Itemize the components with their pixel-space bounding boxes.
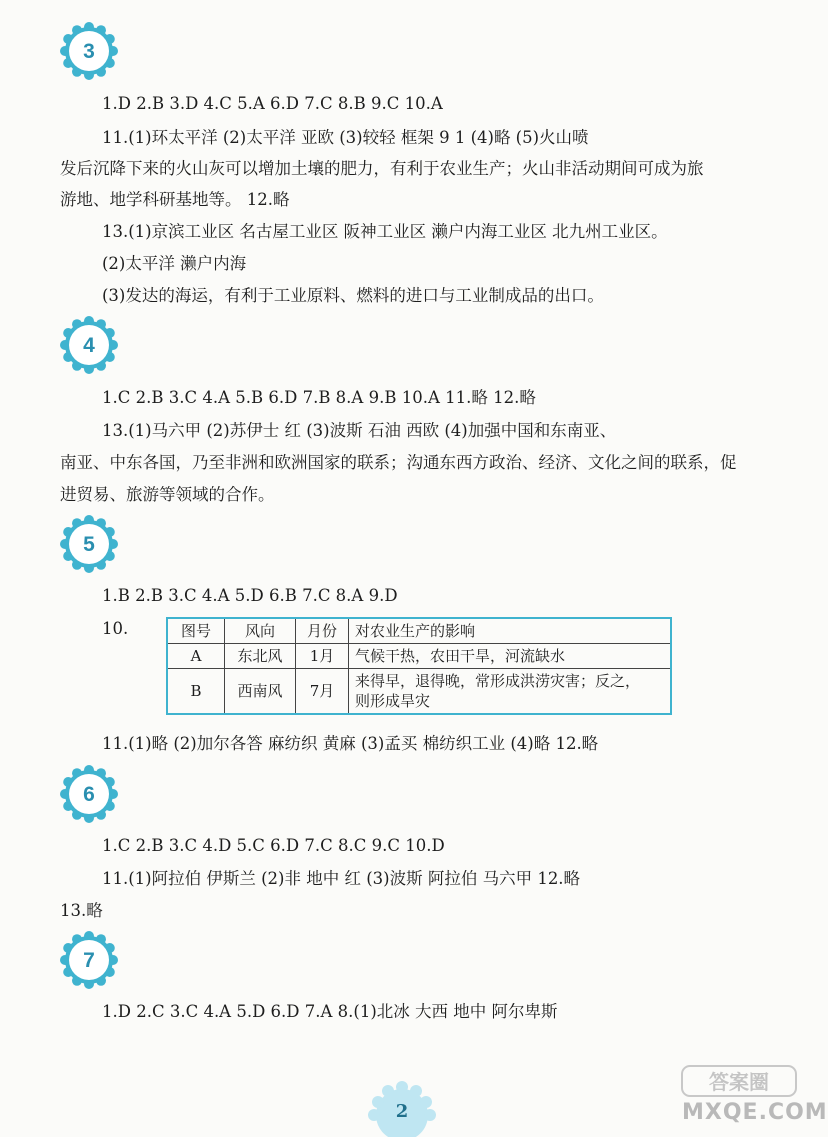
table-cell: 西南风 bbox=[225, 669, 296, 715]
section-number: 5 bbox=[83, 533, 95, 556]
question-10-label: 10. bbox=[102, 619, 129, 638]
answer-line: 进贸易、旅游等领域的合作。 bbox=[60, 485, 275, 504]
section-badge-6 bbox=[60, 765, 118, 823]
table-cell-line: 来得早，退得晚，常形成洪涝灾害；反之， bbox=[355, 672, 641, 690]
answer-line: 13.(1)京滨工业区 名古屋工业区 阪神工业区 濑户内海工业区 北九州工业区。 bbox=[102, 222, 668, 241]
scalloped-tab-icon bbox=[367, 1077, 437, 1133]
answer-line: 13.(1)马六甲 (2)苏伊士 红 (3)波斯 石油 西欧 (4)加强中国和东南亚、 bbox=[102, 421, 617, 440]
answer-line: 11.(1)环太平洋 (2)太平洋 亚欧 (3)较轻 框架 9 1 (4)略 (5)火山喷 bbox=[102, 128, 589, 147]
section-badge-7 bbox=[60, 931, 118, 989]
table-cell: B bbox=[167, 669, 225, 715]
table-header-cell: 风向 bbox=[225, 618, 296, 644]
answer-line: 1.D 2.B 3.D 4.C 5.A 6.D 7.C 8.B 9.C 10.A bbox=[102, 94, 443, 113]
table-header-cell: 月份 bbox=[296, 618, 349, 644]
section-number: 7 bbox=[83, 949, 95, 972]
answer-line: 南亚、中东各国，乃至非洲和欧洲国家的联系；沟通东西方政治、经济、文化之间的联系，促 bbox=[60, 453, 737, 472]
table-header-row bbox=[167, 618, 671, 644]
answer-line: 1.D 2.C 3.C 4.A 5.D 6.D 7.A 8.(1)北冰 大西 地中 阿尔卑斯 bbox=[102, 1002, 558, 1021]
answer-line: 1.B 2.B 3.C 4.A 5.D 6.B 7.C 8.A 9.D bbox=[102, 586, 398, 605]
section-number: 6 bbox=[83, 783, 95, 806]
scalloped-badge-icon bbox=[60, 515, 118, 573]
scalloped-badge-icon bbox=[60, 316, 118, 374]
table-row bbox=[167, 644, 671, 669]
section-number: 3 bbox=[83, 40, 95, 63]
page-number: 2 bbox=[395, 1101, 409, 1122]
table-header-cell: 对农业生产的影响 bbox=[349, 618, 672, 644]
table-cell: 7月 bbox=[296, 669, 349, 715]
answer-line: (2)太平洋 濑户内海 bbox=[102, 254, 247, 273]
section-badge-4 bbox=[60, 316, 118, 374]
table-cell: 1月 bbox=[296, 644, 349, 669]
answer-line: 发后沉降下来的火山灰可以增加土壤的肥力，有利于农业生产；火山非活动期间可成为旅 bbox=[60, 159, 704, 178]
answer-line: 1.C 2.B 3.C 4.A 5.B 6.D 7.B 8.A 9.B 10.A 11.略 12.略 bbox=[102, 388, 536, 407]
section-badge-3 bbox=[60, 22, 118, 80]
page-number-badge bbox=[367, 1077, 437, 1133]
answer-line: 11.(1)略 (2)加尔各答 麻纺织 黄麻 (3)孟买 棉纺织工业 (4)略 12.略 bbox=[102, 734, 599, 753]
section-badge-5 bbox=[60, 515, 118, 573]
watermark-text: MXQE.COM bbox=[682, 1100, 828, 1125]
scalloped-badge-icon bbox=[60, 765, 118, 823]
table-cell: 东北风 bbox=[225, 644, 296, 669]
answer-line: 游地、地学科研基地等。 12.略 bbox=[60, 190, 290, 209]
scalloped-badge-icon bbox=[60, 931, 118, 989]
answer-line: (3)发达的海运，有利于工业原料、燃料的进口与工业制成品的出口。 bbox=[102, 286, 604, 305]
table-header-cell: 图号 bbox=[167, 618, 225, 644]
table-row bbox=[167, 669, 671, 715]
answer-line: 11.(1)阿拉伯 伊斯兰 (2)非 地中 红 (3)波斯 阿拉伯 马六甲 12.略 bbox=[102, 869, 581, 888]
table-cell-line: 则形成旱灾 bbox=[355, 692, 431, 710]
table-cell: A bbox=[167, 644, 225, 669]
watermark-logo-icon bbox=[680, 1062, 798, 1098]
answer-line: 13.略 bbox=[60, 901, 103, 920]
scalloped-badge-icon bbox=[60, 22, 118, 80]
watermark-logo-text: 答案圈 bbox=[709, 1070, 769, 1094]
monsoon-effect-table bbox=[166, 617, 672, 715]
section-number: 4 bbox=[83, 334, 95, 357]
table-cell: 气候干热，农田干旱，河流缺水 bbox=[349, 644, 672, 669]
answer-line: 1.C 2.B 3.C 4.D 5.C 6.D 7.C 8.C 9.C 10.D bbox=[102, 836, 445, 855]
table-cell bbox=[349, 669, 672, 715]
watermark-logo bbox=[680, 1062, 798, 1098]
